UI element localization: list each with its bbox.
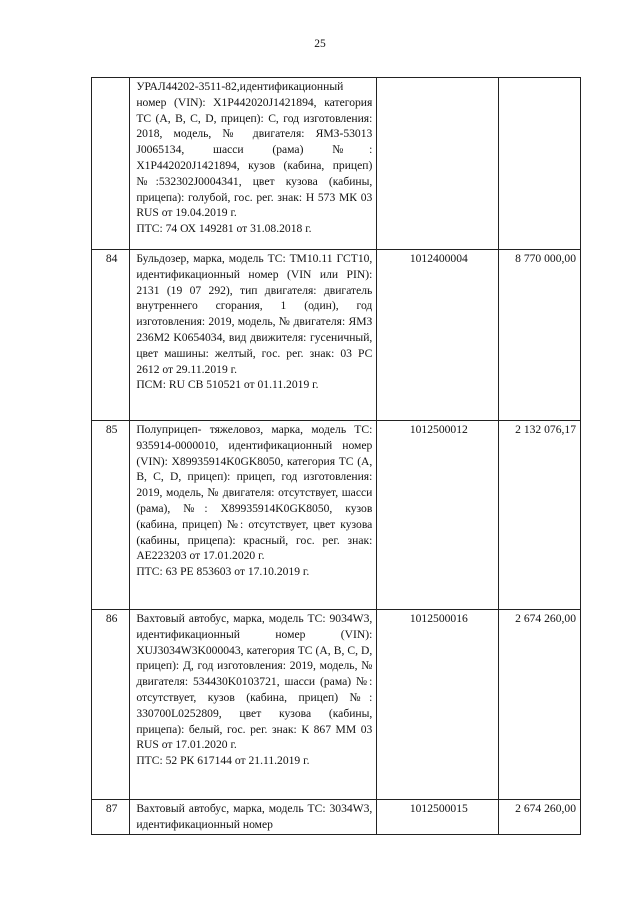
amount-cell: 2 674 260,00 — [499, 800, 581, 835]
row-number-cell: 85 — [92, 421, 130, 610]
inventory-number-cell: 1012400004 — [377, 250, 499, 421]
registration-document: ПТС: 74 ОХ 149281 от 31.08.2018 г. — [136, 222, 312, 236]
amount-cell: 2 674 260,00 — [499, 610, 581, 800]
vehicle-description: Вахтовый автобус, марка, модель ТС: 3034W3, идентификационный номер — [136, 802, 373, 831]
amount-cell: 8 770 000,00 — [499, 250, 581, 421]
vehicle-description: УРАЛ44202-3511-82,идентификационный номер (VIN): X1P442020J1421894, категория ТС (A, B, C, D, прицеп): С, год изготовления: 2018, модель, № двигателя: ЯМЗ-53013 J0065134, шасси (рама) №: X1P442020J1421894, кузов (кабина, прицеп) №:532302J0004341, цвет кузова (кабины, прицепа): голубой, гос. рег. знак: Н 573 МК 03 RUS от 19.04.2019 г. — [136, 80, 373, 220]
amount-cell: 2 132 076,17 — [499, 421, 581, 610]
row-number-cell: 87 — [92, 800, 130, 835]
table-row — [92, 800, 581, 835]
page-number: 25 — [314, 38, 326, 50]
inventory-number-cell — [377, 78, 499, 250]
vehicle-description: Полуприцеп- тяжеловоз, марка, модель ТС: 935914-0000010, идентификационный номер (VIN): X89935914K0GK8050, категория ТС (A, B, C, D, прицеп): прицеп, год изготовления: 2019, модель, № двигателя: отсутствует, шасси (рама), №: X89935914K0GK8050, кузов (кабина, прицеп) №: отсутствует, цвет кузова (кабины, прицепа): красный, гос. рег. знак: АЕ223203 от 17.01.2020 г. — [136, 423, 373, 563]
description-cell — [130, 250, 377, 421]
row-number-cell: 84 — [92, 250, 130, 421]
table-row — [92, 250, 581, 421]
vehicle-description: Бульдозер, марка, модель ТС: ТМ10.11 ГСТ10, идентификационный номер (VIN или PIN): 2131 (19 07 292), тип двигателя: двигатель внутреннего сгорания, 1 (один), год изготовления: 2019, модель, № двигателя: ЯМЗ 236М2 K0654034, вид движителя: гусеничный, цвет машины: желтый, гос. рег. знак: 03 РС 2612 от 29.11.2019 г. — [136, 252, 373, 376]
registration-document: ПТС: 63 РЕ 853603 от 17.10.2019 г. — [136, 565, 310, 579]
description-cell — [130, 800, 377, 835]
description-cell — [130, 610, 377, 800]
row-number-cell — [92, 78, 130, 250]
description-cell — [130, 421, 377, 610]
registration-document: ПСМ: RU СВ 510521 от 01.11.2019 г. — [136, 378, 319, 392]
inventory-number-cell: 1012500015 — [377, 800, 499, 835]
inventory-number-cell: 1012500016 — [377, 610, 499, 800]
table-row — [92, 78, 581, 250]
vehicle-description: Вахтовый автобус, марка, модель ТС: 9034W3, идентификационный номер (VIN): XUJ3034W3K000043, категория ТС (A, B, C, D, прицеп): Д, год изготовления: 2019, модель, № двигателя: 534430K0103721, шасси (рама) №: отсутствует, кузов (кабина, прицеп) №: 330700L0252809, цвет кузова (кабины, прицепа): белый, гос. рег. знак: К 867 ММ 03 RUS от 17.01.2020 г. — [136, 612, 373, 752]
row-number-cell: 86 — [92, 610, 130, 800]
table-row — [92, 610, 581, 800]
table-row — [92, 421, 581, 610]
vehicle-registry-table — [91, 77, 581, 835]
registration-document: ПТС: 52 РК 617144 от 21.11.2019 г. — [136, 754, 310, 768]
inventory-number-cell: 1012500012 — [377, 421, 499, 610]
description-cell — [130, 78, 377, 250]
amount-cell — [499, 78, 581, 250]
